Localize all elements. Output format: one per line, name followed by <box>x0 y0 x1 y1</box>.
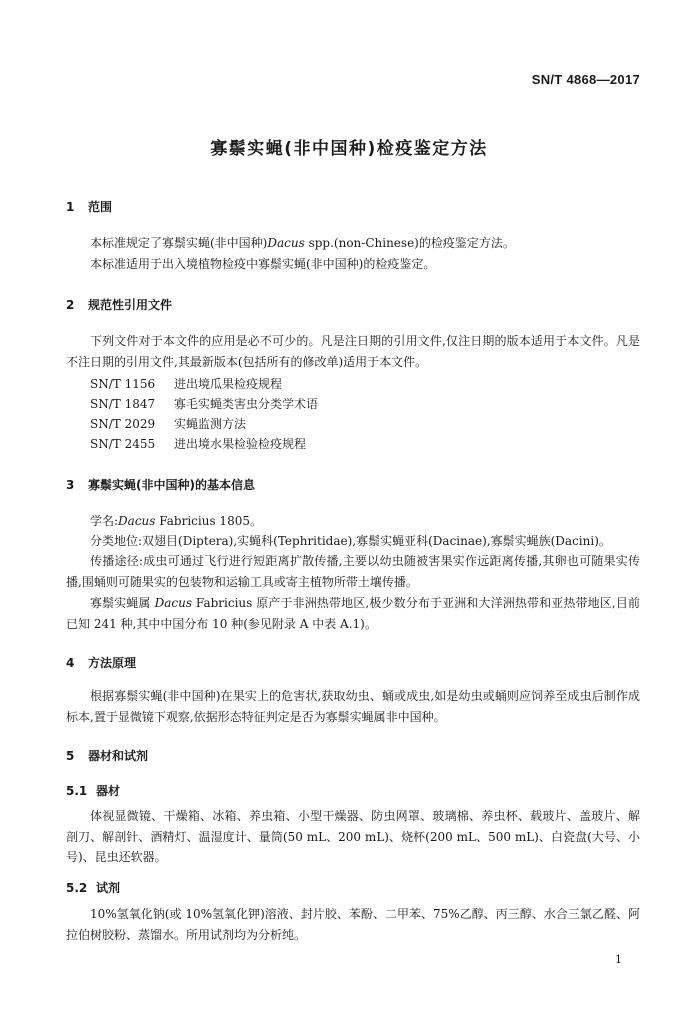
reference-title: 进出境水果检验检疫规程 <box>174 437 307 451</box>
section-1-paragraph-1 <box>66 233 640 254</box>
reference-title: 进出境瓜果检疫规程 <box>174 377 283 391</box>
distribution-paragraph <box>66 593 640 634</box>
subsection-title: 器材 <box>96 784 121 798</box>
italic-genus: Dacus <box>154 596 192 610</box>
section-2-intro: 下列文件对于本文件的应用是必不可少的。凡是注日期的引用文件,仅注日期的版本适用于本文件。凡是不注日期的引用文件,其最新版本(包括所有的修改单)适用于本文件。 <box>66 334 640 369</box>
reference-code: SN/T 1847 <box>90 397 156 411</box>
equipment-list: 体视显微镜、干燥箱、冰箱、养虫箱、小型干燥器、防虫网罩、玻璃棉、养虫杯、载玻片、盖玻片、解剖刀、解剖针、酒精灯、温湿度计、量筒(50 mL、200 mL)、烧杯(200 mL、500 mL)、白瓷盘(大号、小号)、昆虫还软器。 <box>66 809 640 864</box>
section-title: 寡鬃实蝇(非中国种)的基本信息 <box>88 478 255 492</box>
section-number: 5 <box>66 749 75 763</box>
normative-reference <box>90 375 282 392</box>
text-run: Fabricius 原产于非洲热带地区,极少数分布于亚洲和大洋洲热带和亚热带地区,目前已知 241 种,其中中国分布 10 种(参见附录 A 中表 A.1)。 <box>66 596 640 631</box>
normative-reference <box>90 415 246 432</box>
subsection-number: 5.1 <box>66 784 88 798</box>
section-number: 1 <box>66 200 75 214</box>
text-run: 本标准规定了寡鬃实蝇(非中国种) <box>90 236 268 250</box>
reference-title: 寡毛实蝇类害虫分类学术语 <box>174 397 319 411</box>
subsection-5-2-heading <box>66 879 120 896</box>
subsection-number: 5.2 <box>66 881 88 895</box>
taxonomic-position: 分类地位:双翅目(Diptera),实蝇科(Tephritidae),寡鬃实蝇亚科(Dacinae),寡鬃实蝇族(Dacini)。 <box>90 534 611 548</box>
transmission-pathway: 传播途径:成虫可通过飞行进行短距离扩散传播,主要以幼虫随被害果实作远距离传播,其卵也可随果实传播,围蛹则可随果实的包装物和运输工具或寄主植物所带土壤传播。 <box>66 554 640 589</box>
standard-code: SN/T 4868—2017 <box>531 72 640 87</box>
reference-title: 实蝇监测方法 <box>174 417 247 431</box>
text-run: spp.(non-Chinese)的检疫鉴定方法。 <box>304 236 515 250</box>
section-title: 范围 <box>88 200 113 214</box>
page-number: 1 <box>615 953 622 966</box>
section-4-paragraph: 根据寡鬃实蝇(非中国种)在果实上的危害状,获取幼虫、蛹或成虫,如是幼虫或蛹则应饲养至成虫后制作成标本,置于显微镜下观察,依据形态特征判定是否为寡鬃实蝇属非中国种。 <box>66 689 640 724</box>
italic-genus: Dacus <box>118 514 156 528</box>
text-run: 学名: <box>90 514 119 528</box>
text-run: 寡鬃实蝇属 <box>90 596 155 610</box>
section-5-heading <box>66 747 148 764</box>
reference-code: SN/T 2455 <box>90 437 156 451</box>
section-title: 器材和试剂 <box>88 749 149 763</box>
section-number: 2 <box>66 298 75 312</box>
section-title: 方法原理 <box>88 656 137 670</box>
section-4-heading <box>66 654 136 671</box>
reagents-list: 10%氢氧化钠(或 10%氢氧化钾)溶液、封片胶、苯酚、二甲苯、75%乙醇、丙三醇、水合三氯乙醛、阿拉伯树胶粉、蒸馏水。所用试剂均为分析纯。 <box>66 907 640 942</box>
italic-genus: Dacus <box>267 236 305 250</box>
subsection-title: 试剂 <box>96 881 121 895</box>
document-title: 寡鬃实蝇(非中国种)检疫鉴定方法 <box>210 139 488 159</box>
subsection-5-1-heading <box>66 782 120 799</box>
normative-reference <box>90 435 306 452</box>
reference-code: SN/T 2029 <box>90 417 156 431</box>
section-3-heading <box>66 476 255 493</box>
text-run: Fabricius 1805。 <box>155 514 262 528</box>
scientific-name <box>66 511 640 532</box>
reference-code: SN/T 1156 <box>90 377 156 391</box>
section-1-paragraph-2: 本标准适用于出入境植物检疫中寡鬃实蝇(非中国种)的检疫鉴定。 <box>90 257 436 271</box>
section-number: 3 <box>66 478 75 492</box>
section-2-heading <box>66 296 172 313</box>
section-1-heading <box>66 198 112 215</box>
section-title: 规范性引用文件 <box>88 298 173 312</box>
section-number: 4 <box>66 656 75 670</box>
normative-reference <box>90 395 318 412</box>
